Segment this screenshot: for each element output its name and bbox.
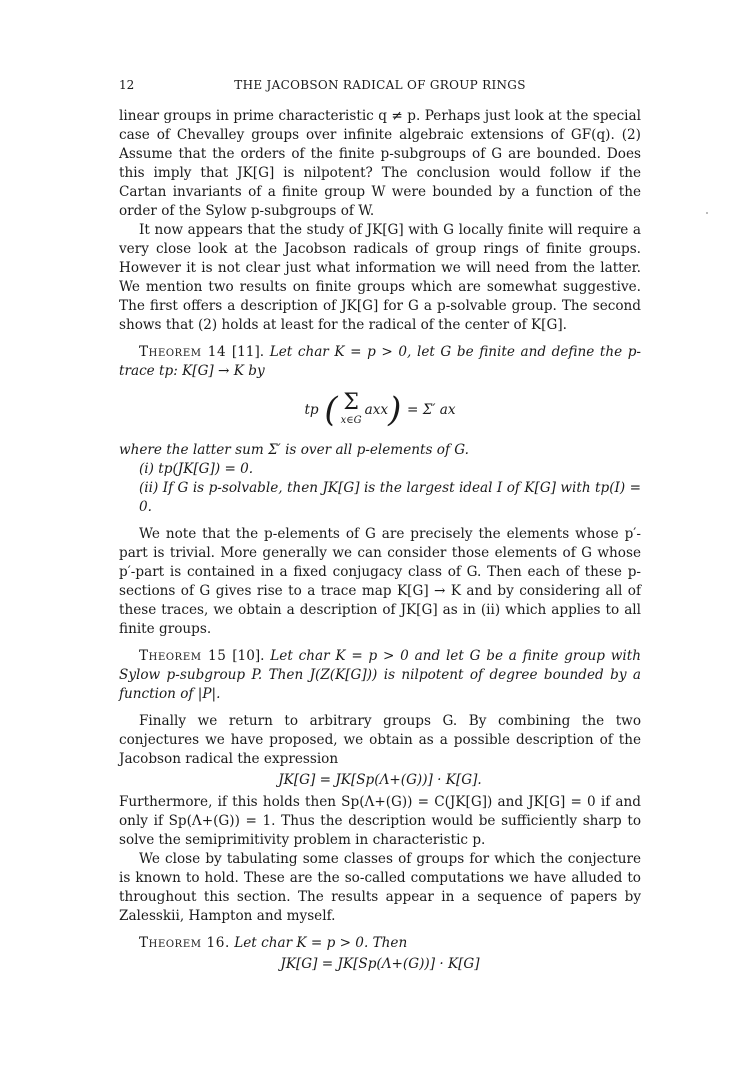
- theorem-15-statement: Let char K = p > 0 and let G be a finite group with Sylow p-subgroup P. Then J(Z(K[G])) is nilpotent of degree bounded by a function of |P|.: [119, 648, 641, 702]
- theorem-16-statement: Let char K = p > 0. Then: [234, 935, 408, 951]
- formula-term: axx: [364, 401, 389, 418]
- running-header: [119, 76, 641, 96]
- theorem-14-statement: Let char K = p > 0, let G be finite and define the p-trace tp: K[G] → K by: [119, 344, 642, 379]
- theorem-14-remark: where the latter sum Σ′ is over all p-elements of G.: [119, 442, 469, 458]
- theorem-15: [119, 647, 641, 704]
- equation-theorem-16: JK[G] = JK[Sp(Λ+(G))] · K[G]: [280, 956, 480, 972]
- formula-lhs: tp: [304, 401, 319, 418]
- formula-sum-index: x∈G: [340, 415, 362, 426]
- formula-rhs: = Σ′ ax: [407, 401, 456, 418]
- equation-radical: JK[G] = JK[Sp(Λ+(G))] · K[G].: [278, 772, 482, 788]
- paragraph-1: linear groups in prime characteristic q ≠ p. Perhaps just look at the special case of Chevalley groups over infinite algebraic extensions of GF(q). (2) Assume that the orders of the finite p-subgroups of G are bounded. Does this imply that JK[G] is nilpotent? The conclusion would follow if the Cartan invariants of a finite group W were bounded by a function of the order of the Sylow p-subgroups of W.: [119, 108, 641, 219]
- page-body: [119, 76, 641, 977]
- page-number: 12: [119, 78, 135, 92]
- p-trace-formula: tp ( Σ x∈G axx ) = Σ′ ax: [304, 390, 456, 430]
- theorem-14-part-i: (i) tp(JK[G]) = 0.: [139, 461, 254, 477]
- theorem-14-part-ii: (ii) If G is p-solvable, then JK[G] is the largest ideal I of K[G] with tp(I) = 0.: [139, 480, 641, 515]
- theorem-15-label: Theorem 15: [139, 648, 227, 664]
- running-head-title: THE JACOBSON RADICAL OF GROUP RINGS: [234, 78, 526, 92]
- paragraph-4: Finally we return to arbitrary groups G. By combining the two conjectures we have proposed, we obtain as a possible description of the Jacobson radical the expression: [119, 713, 641, 767]
- theorem-14-citation: [11].: [231, 344, 265, 360]
- margin-dot: [706, 212, 708, 214]
- theorem-14-label: Theorem 14: [139, 344, 227, 360]
- paragraph-3: We note that the p-elements of G are precisely the elements whose p′-part is trivial. More generally we can consider those elements of G whose p′-part is contained in a fixed conjugacy class of G. Then each of these p-sections of G gives rise to a trace map K[G] → K and by considering all of these traces, we obtain a description of JK[G] as in (ii) which applies to all finite groups.: [119, 526, 641, 637]
- paragraph-6: We close by tabulating some classes of groups for which the conjecture is known to hold. These are the so-called computations we have alluded to throughout this section. The results appear in a sequence of papers by Zalesskii, Hampton and myself.: [119, 851, 641, 924]
- theorem-14: [119, 343, 641, 381]
- paragraph-2: It now appears that the study of JK[G] with G locally finite will require a very close look at the Jacobson radicals of group rings of finite groups. However it is not clear just what information we will need from the latter. We mention two results on finite groups which are somewhat suggestive. The first offers a description of JK[G] for G a p-solvable group. The second shows that (2) holds at least for the radical of the center of K[G].: [119, 222, 641, 333]
- paragraph-5: Furthermore, if this holds then Sp(Λ+(G)) = C(JK[G]) and JK[G] = 0 if and only if Sp(Λ+(G)) = 1. Thus the description would be sufficiently sharp to solve the semiprimitivity problem in characteristic p.: [119, 794, 641, 848]
- theorem-16: [119, 934, 641, 953]
- theorem-16-label: Theorem 16.: [139, 935, 230, 951]
- theorem-15-citation: [10].: [232, 648, 265, 664]
